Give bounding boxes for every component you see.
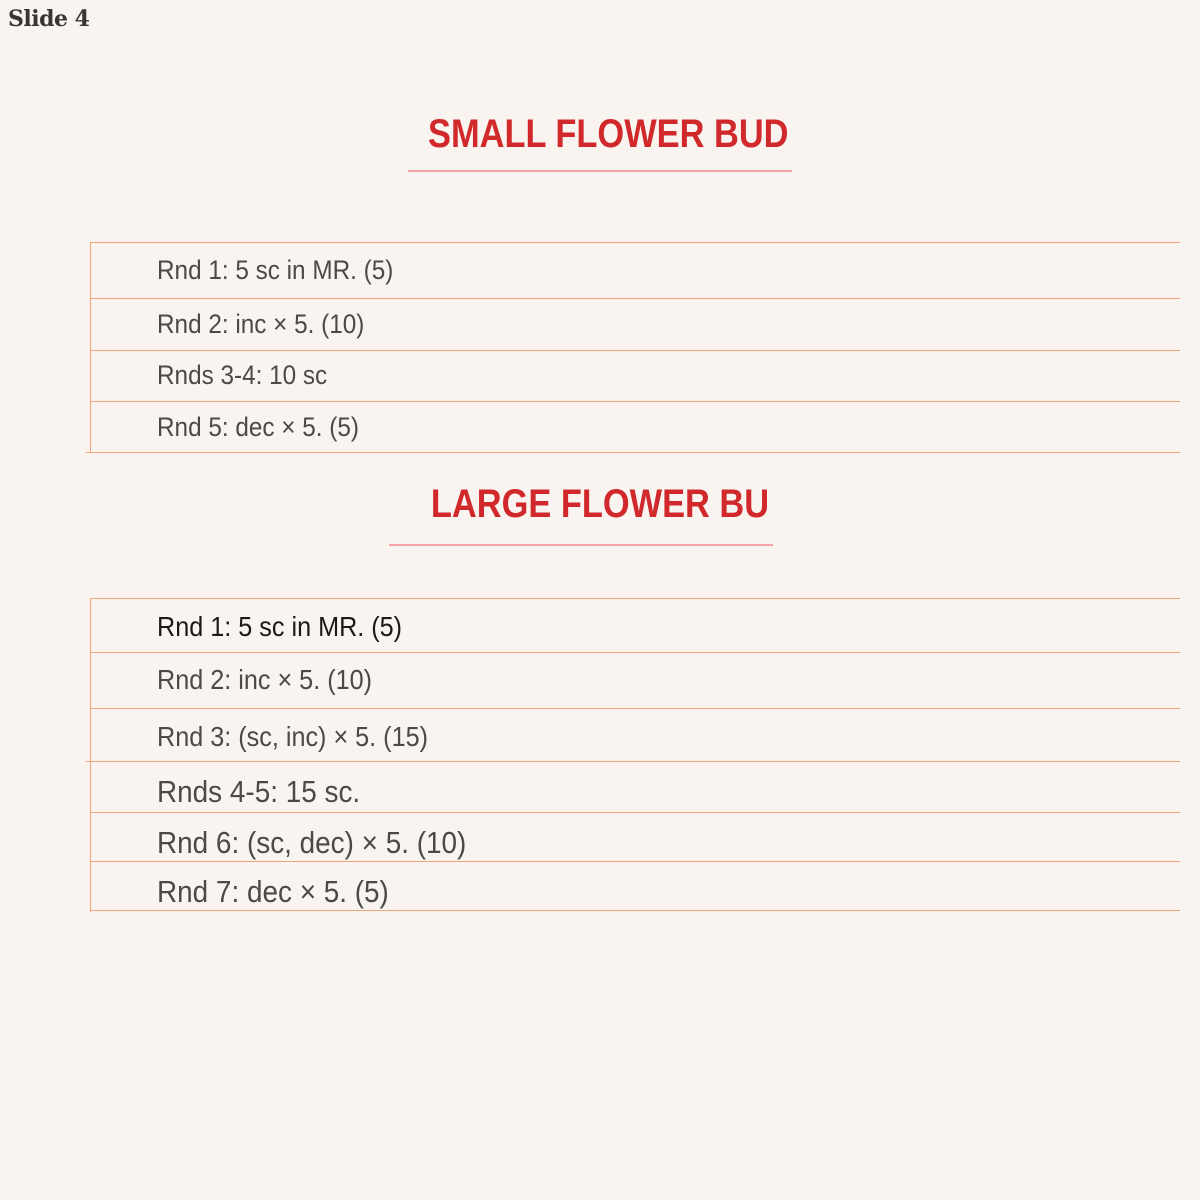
list-item: Rnd 5: dec × 5. (5) — [157, 412, 359, 442]
list-item: Rnd 7: dec × 5. (5) — [157, 874, 389, 909]
row-divider — [90, 652, 1180, 653]
table-left-border — [90, 242, 91, 453]
title-underline — [408, 170, 792, 172]
row-divider — [90, 350, 1180, 351]
list-item: Rnd 1: 5 sc in MR. (5) — [157, 255, 394, 285]
list-item: Rnd 2: inc × 5. (10) — [157, 664, 373, 695]
slide-label: Slide 4 — [8, 6, 90, 32]
row-divider — [90, 242, 1180, 243]
list-item: Rnd 2: inc × 5. (10) — [157, 309, 365, 339]
row-divider — [90, 598, 1180, 599]
row-divider — [90, 812, 1180, 813]
list-item: Rnds 3-4: 10 sc — [157, 360, 328, 390]
list-item: Rnd 6: (sc, dec) × 5. (10) — [157, 825, 467, 860]
list-item: Rnd 1: 5 sc in MR. (5) — [157, 611, 403, 642]
title-underline — [389, 544, 773, 546]
table-left-border — [90, 598, 91, 912]
list-item: Rnds 4-5: 15 sc. — [157, 774, 361, 809]
row-divider — [90, 708, 1180, 709]
margin-tick — [86, 761, 92, 762]
margin-tick — [86, 452, 92, 453]
section-title-large-flower-bud: LARGE FLOWER BU — [430, 482, 770, 526]
row-divider — [90, 761, 1180, 762]
row-divider — [90, 910, 1180, 911]
row-divider — [90, 861, 1180, 862]
row-divider — [90, 452, 1180, 453]
row-divider — [90, 298, 1180, 299]
list-item: Rnd 3: (sc, inc) × 5. (15) — [157, 721, 428, 752]
row-divider — [90, 401, 1180, 402]
section-title-small-flower-bud: SMALL FLOWER BUD — [428, 112, 789, 156]
